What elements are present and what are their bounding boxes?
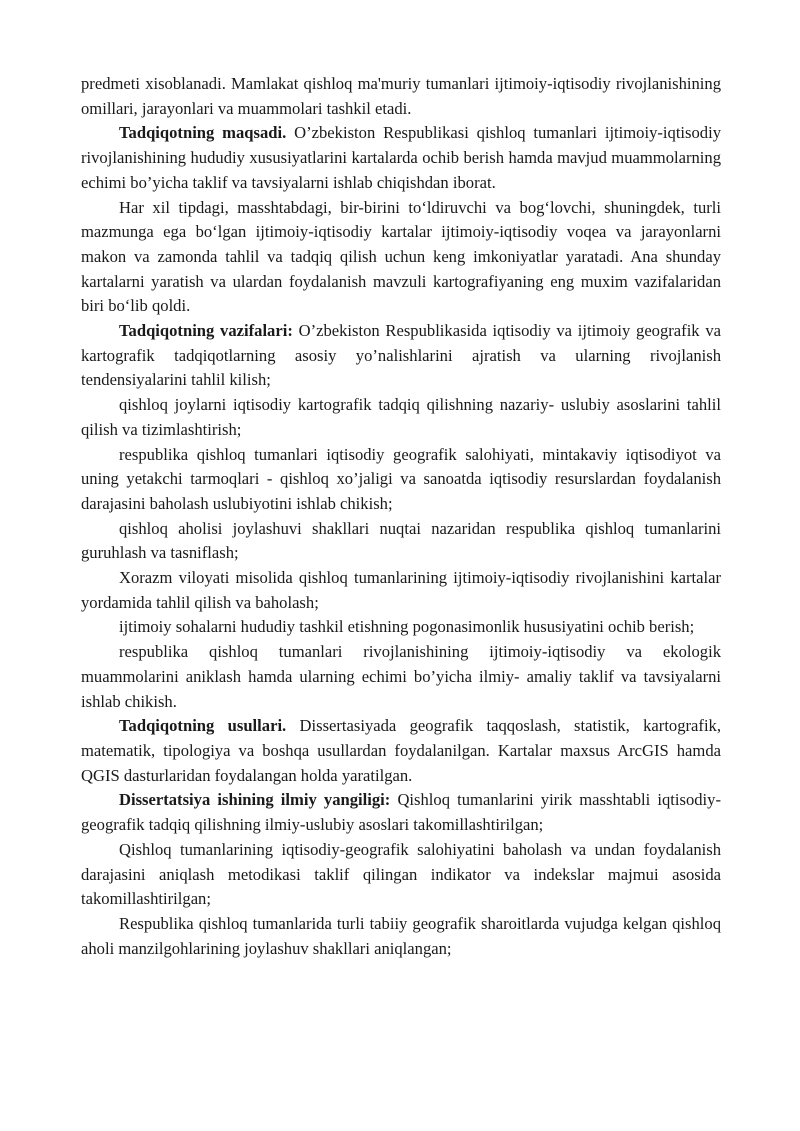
paragraph-task-item xyxy=(81,615,721,640)
paragraph-heading: Tadqiqotning usullari. xyxy=(119,716,287,736)
paragraph-text: predmeti xisoblanadi. Mamlakat qishloq ma'muriy tumanlari ijtimoiy-iqtisodiy rivojlanishining omillari, jarayonlari va muammolari tashkil etadi. xyxy=(81,74,721,118)
paragraph-continuation xyxy=(81,72,721,121)
paragraph-task-item xyxy=(81,517,721,566)
paragraph-task-item xyxy=(81,566,721,615)
paragraph-task-item xyxy=(81,393,721,442)
paragraph-tasks xyxy=(81,319,721,393)
paragraph-novelty xyxy=(81,788,721,837)
paragraph-maps xyxy=(81,196,721,320)
paragraph-text: Qishloq tumanlarining iqtisodiy-geografik salohiyatini baholash va undan foydalanish darajasini aniqlash metodikasi taklif qilingan indikator va indekslar majmui asosida takomillashtirilgan; xyxy=(81,839,721,909)
paragraph-text: respublika qishloq tumanlari iqtisodiy geografik salohiyati, mintakaviy iqtisodiyot va uning yetakchi tarmoqlari - qishloq xo’jaligi va sanoatda iqtisodiy resurslardan foydalanish darajasini baholash uslubiyotini ishlab chikish; xyxy=(81,444,721,513)
paragraph-text: ijtimoiy sohalarni hududiy tashkil etishning pogonasimonlik hususiyatini ochib berish; xyxy=(119,617,695,637)
paragraph-methods xyxy=(81,714,721,788)
paragraph-text: qishloq joylarni iqtisodiy kartografik tadqiq qilishning nazariy- uslubiy asoslarini tahlil qilish va tizimlashtirish; xyxy=(81,395,721,439)
paragraph-text: O’zbekiston Respublikasida iqtisodiy va ijtimoiy geografik va kartografik tadqiqotlarning asosiy yo’nalishlarini ajratish va ularning rivojlanish tendensiyalarini tahlil kilish; xyxy=(81,321,721,390)
paragraph-text: Respublika qishloq tumanlarida turli tabiiy geografik sharoitlarda vujudga kelgan qishloq aholi manzilgohlarining joylashuv shakllari aniqlangan; xyxy=(81,913,721,958)
paragraph-text: qishloq aholisi joylashuvi shakllari nuqtai nazaridan respublika qishloq tumanlarini guruhlash va tasniflash; xyxy=(81,518,721,563)
paragraph-aim xyxy=(81,121,721,195)
paragraph-heading: Tadqiqotning vazifalari: xyxy=(119,321,293,341)
paragraph-heading: Tadqiqotning maqsadi. xyxy=(119,123,287,143)
paragraph-heading: Dissertatsiya ishining ilmiy yangiligi: xyxy=(119,790,391,810)
paragraph-task-item xyxy=(81,640,721,714)
paragraph-text: Dissertasiyada geografik taqqoslash, statistik, kartografik, matematik, tipologiya va boshqa usullardan foydalanilgan. Kartalar maxsus ArcGIS hamda QGIS dasturlaridan foydalangan holda yaratilgan. xyxy=(81,716,721,785)
paragraph-novelty-item xyxy=(81,912,721,961)
paragraph-task-item xyxy=(81,443,721,517)
paragraph-text: O’zbekiston Respublikasi qishloq tumanlari ijtimoiy-iqtisodiy rivojlanishining hududiy xususiyatlarini kartalarda ochib berish hamda mavjud muammolarning echimi bo’yicha taklif va tavsiyalarni ishlab chiqishdan iborat. xyxy=(81,123,721,192)
document-page xyxy=(81,72,721,961)
paragraph-text: Qishloq tumanlarini yirik masshtabli iqtisodiy-geografik tadqiq qilishning ilmiy-uslubiy asoslari takomillashtirilgan; xyxy=(81,790,721,835)
paragraph-novelty-item xyxy=(81,838,721,912)
paragraph-text: Xorazm viloyati misolida qishloq tumanlarining ijtimoiy-iqtisodiy rivojlanishini kartalar yordamida tahlil qilish va baholash; xyxy=(81,568,721,612)
paragraph-text: Har xil tipdagi, masshtabdagi, bir-birini to‘ldiruvchi va bog‘lovchi, shuningdek, turli mazmunga ega bo‘lgan ijtimoiy-iqtisodiy kartalar ijtimoiy-iqtisodiy voqea va jarayonlarni makon va zamonda tahlil va tadqiq qilish uchun keng imkoniyatlar yaratadi. Ana shunday kartalarni yaratish va ulardan foydalanish mavzuli kartografiyaning eng muxim vazifalaridan biri bo‘lib qoldi. xyxy=(81,197,721,316)
paragraph-text: respublika qishloq tumanlari rivojlanishining ijtimoiy-iqtisodiy va ekologik muammolarini aniklash hamda ularning echimi bo’yicha ilmiy- amaliy taklif va tavsiyalarni ishlab chikish. xyxy=(81,642,721,711)
